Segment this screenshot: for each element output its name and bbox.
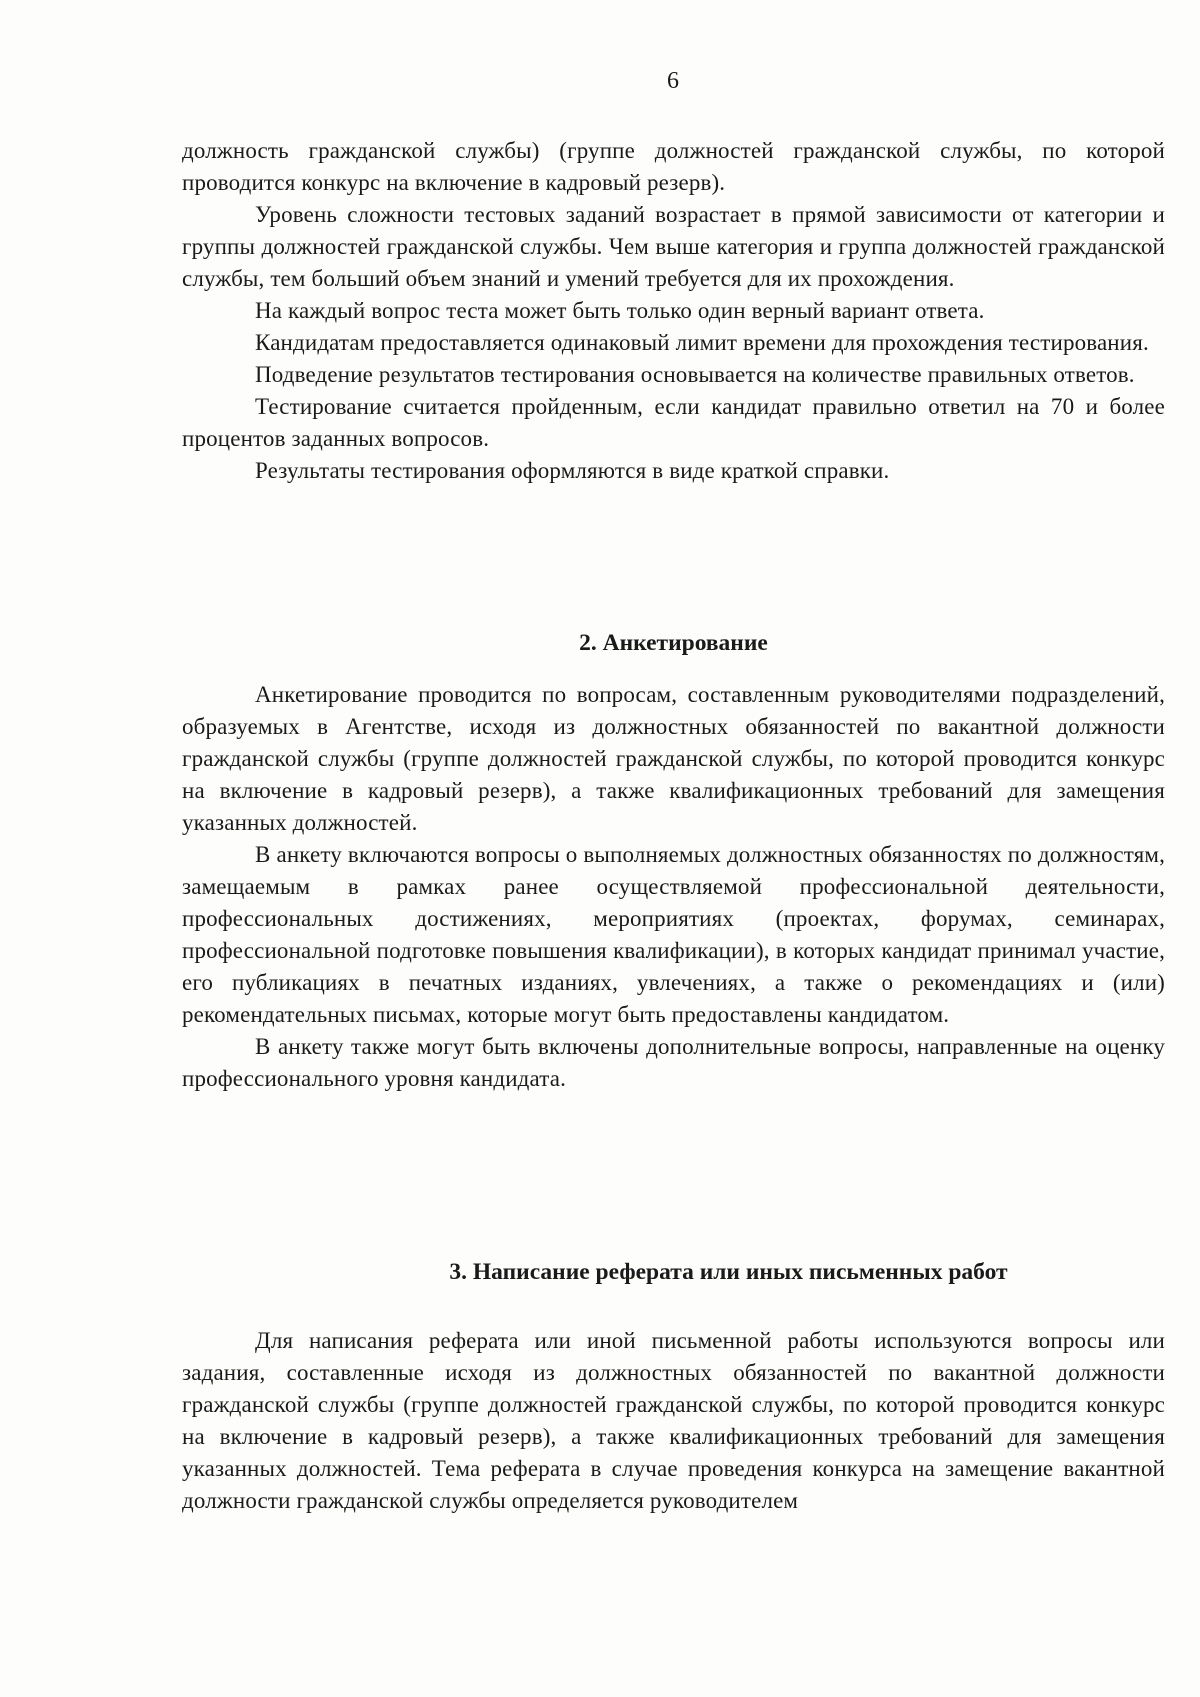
paragraph: В анкету также могут быть включены дополнительные вопросы, направленные на оценку профессионального уровня кандидата. bbox=[182, 1034, 1165, 1091]
page-number: 6 bbox=[667, 68, 679, 94]
paragraph: Результаты тестирования оформляются в виде краткой справки. bbox=[255, 458, 890, 483]
paragraph: На каждый вопрос теста может быть только один верный вариант ответа. bbox=[255, 298, 985, 323]
paragraph: В анкету включаются вопросы о выполняемых должностных обязанностях по должностям, замещаемым в рамках ранее осуществляемой профессиональной деятельности, профессиональных достижениях, мероприятиях (проектах, форумах, семинарах, профессиональной подготовке повышения квалификации), в которых кандидат принимал участие, его публикациях в печатных изданиях, увлечениях, а также о рекомендациях и (или) рекомендательных письмах, которые могут быть предоставлены кандидатом. bbox=[182, 842, 1165, 1027]
paragraph: Тестирование считается пройденным, если кандидат правильно ответил на 70 и более процентов заданных вопросов. bbox=[182, 394, 1165, 451]
paragraph: Подведение результатов тестирования основывается на количестве правильных ответов. bbox=[255, 362, 1135, 387]
paragraph: Уровень сложности тестовых заданий возрастает в прямой зависимости от категории и группы должностей гражданской службы. Чем выше категория и группа должностей гражданской службы, тем больший объем знаний и умений требуется для их прохождения. bbox=[182, 202, 1165, 291]
questionnaire-section bbox=[182, 679, 1165, 1095]
paragraph: Для написания реферата или иной письменной работы используются вопросы или задания, составленные исходя из должностных обязанностей по вакантной должности гражданской службы (группе должностей гражданской службы, по которой проводится конкурс на включение в кадровый резерв), а также квалификационных требований для замещения указанных должностей. Тема реферата в случае проведения конкурса на замещение вакантной должности гражданской службы определяется руководителем bbox=[182, 1328, 1165, 1513]
essay-section bbox=[182, 1325, 1165, 1517]
testing-section-continuation bbox=[182, 135, 1165, 487]
paragraph: Кандидатам предоставляется одинаковый лимит времени для прохождения тестирования. bbox=[255, 330, 1149, 355]
paragraph: должность гражданской службы) (группе должностей гражданской службы, по которой проводится конкурс на включение в кадровый резерв). bbox=[182, 138, 1165, 195]
section-heading-essay: 3. Написание реферата или иных письменных работ bbox=[449, 1259, 1008, 1285]
paragraph: Анкетирование проводится по вопросам, составленным руководителями подразделений, образуемых в Агентстве, исходя из должностных обязанностей по вакантной должности гражданской службы (группе должностей гражданской службы, по которой проводится конкурс на включение в кадровый резерв), а также квалификационных требований для замещения указанных должностей. bbox=[182, 682, 1165, 835]
section-heading-questionnaire: 2. Анкетирование bbox=[579, 630, 768, 656]
